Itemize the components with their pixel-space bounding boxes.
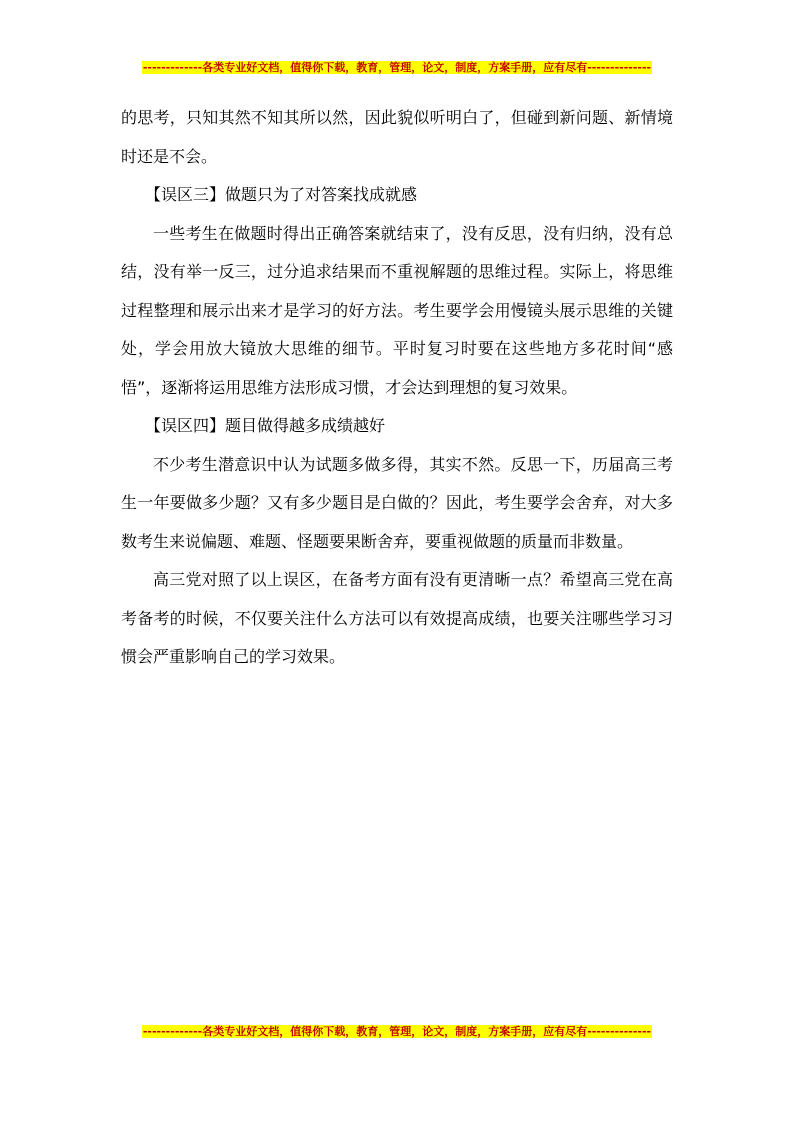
paragraph-continuation: 的思考，只知其然不知其所以然，因此貌似听明白了，但碰到新问题、新情境时还是不会。 xyxy=(121,108,673,166)
header-banner-text: -------------各类专业好文档，值得你下载，教育，管理，论文，制度，方案手册，应有尽有-------------- xyxy=(142,61,652,74)
header-banner xyxy=(0,61,794,75)
section-heading-misconception-3: 【误区三】做题只为了对答案找成就感 xyxy=(145,185,418,204)
paragraph-misconception-3: 一些考生在做题时得出正确答案就结束了，没有反思，没有归纳，没有总结，没有举一反三，过分追求结果而不重视解题的思维过程。实际上，将思维过程整理和展示出来才是学习的好方法。考生要学会用慢镜头展示思维的关键处，学会用放大镜放大思维的细节。平时复习时要在这些地方多花时间“感悟”，逐渐将运用思维方法形成习惯，才会达到理想的复习效果。 xyxy=(121,223,673,397)
document-body xyxy=(121,99,673,677)
footer-banner-text: -------------各类专业好文档，值得你下载，教育，管理，论文，制度，方案手册，应有尽有-------------- xyxy=(142,1025,652,1038)
section-heading-misconception-4: 【误区四】题目做得越多成绩越好 xyxy=(145,416,386,435)
paragraph-conclusion: 高三党对照了以上误区，在备考方面有没有更清晰一点？希望高三党在高考备考的时候，不仅要关注什么方法可以有效提高成绩，也要关注哪些学习习惯会严重影响自己的学习效果。 xyxy=(121,570,673,666)
footer-banner xyxy=(0,1025,794,1039)
paragraph-misconception-4: 不少考生潜意识中认为试题多做多得，其实不然。反思一下，历届高三考生一年要做多少题？又有多少题目是白做的？因此，考生要学会舍弃，对大多数考生来说偏题、难题、怪题要果断舍弃，要重视做题的质量而非数量。 xyxy=(121,454,673,551)
